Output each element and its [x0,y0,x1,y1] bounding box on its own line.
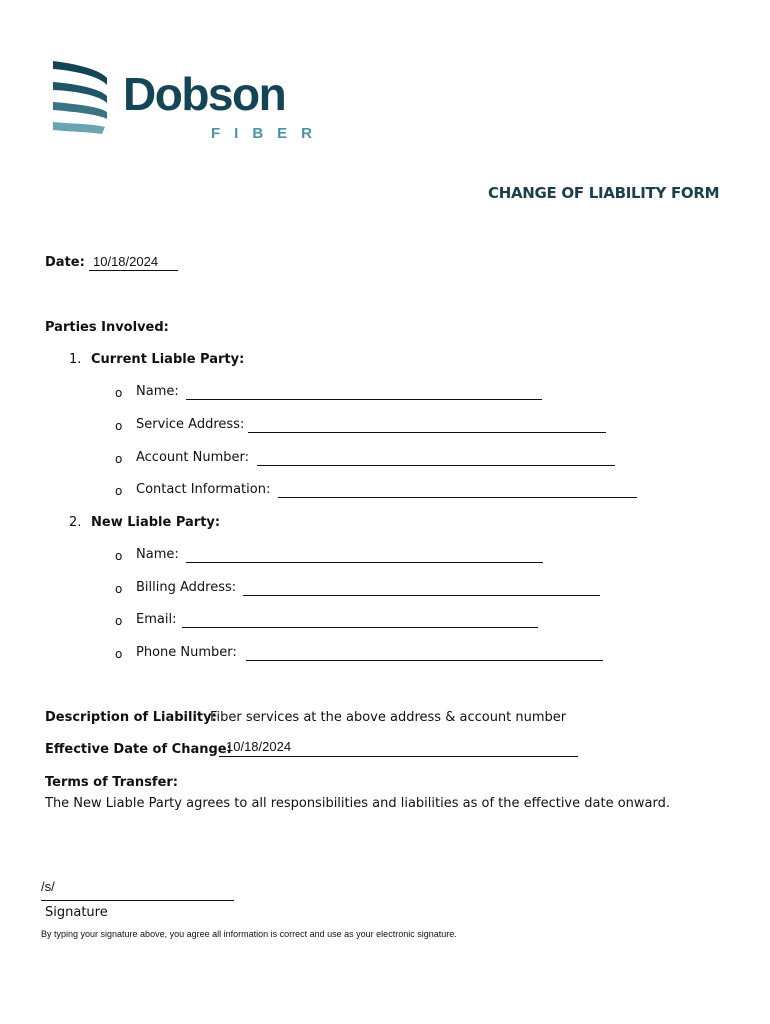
current-name-label: Name: [136,384,179,399]
current-service-address-field[interactable] [248,417,606,433]
current-name-field[interactable] [186,384,542,400]
current-account-number-field[interactable] [257,450,615,466]
logo-wordmark: Dobson [123,68,286,120]
bullet: o [115,452,123,466]
logo-subword: FIBER [211,125,326,142]
description-value: Fiber services at the above address & account number [210,710,567,725]
signature-value: /s/ [41,879,55,894]
bullet: o [115,484,123,498]
terms-text: The New Liable Party agrees to all responsibilities and liabilities as of the effective date onward. [45,796,670,811]
current-contact-info-label: Contact Information: [136,482,271,497]
signature-label: Signature [45,905,108,920]
date-value: 10/18/2024 [93,254,159,269]
new-billing-address-label: Billing Address: [136,580,237,595]
bullet: o [115,419,123,433]
bullet: o [115,647,123,661]
new-name-field[interactable] [186,547,543,563]
signature-disclaimer: By typing your signature above, you agree all information is correct and use as your electronic signature. [41,929,457,939]
form-title: CHANGE OF LIABILITY FORM [488,184,720,202]
current-service-address-label: Service Address: [136,417,245,432]
bullet: o [115,614,123,628]
new-billing-address-field[interactable] [243,580,600,596]
current-party-heading: Current Liable Party: [91,352,245,367]
signature-field[interactable] [41,885,234,901]
new-party-number: 2. [69,515,82,530]
current-account-number-label: Account Number: [136,450,249,465]
date-label: Date: [45,255,85,270]
bullet: o [115,582,123,596]
new-phone-number-label: Phone Number: [136,645,237,660]
effective-date-value: 10/18/2024 [226,739,292,754]
current-contact-info-field[interactable] [278,482,637,498]
new-name-label: Name: [136,547,179,562]
description-label: Description of Liability: [45,710,217,725]
bullet: o [115,386,123,400]
terms-heading: Terms of Transfer: [45,775,178,790]
effective-date-label: Effective Date of Change: [45,742,232,757]
new-email-label: Email: [136,612,177,627]
current-party-number: 1. [69,352,82,367]
dobson-logo-icon [50,58,114,144]
parties-heading: Parties Involved: [45,320,169,335]
new-party-heading: New Liable Party: [91,515,221,530]
bullet: o [115,549,123,563]
new-email-field[interactable] [182,612,538,628]
new-phone-number-field[interactable] [246,645,603,661]
